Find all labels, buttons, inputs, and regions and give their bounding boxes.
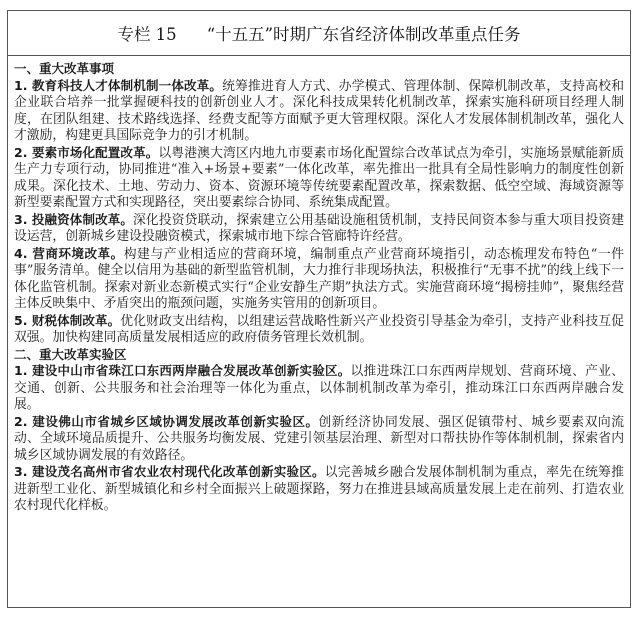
item-head: 1. 建设中山市省珠江口东西两岸融合发展改革创新实验区。 <box>14 363 351 378</box>
box-number: 专栏 15 <box>117 25 177 44</box>
reform-item-investment-financing <box>14 212 624 246</box>
item-head: 4. 营商环境改革。 <box>14 245 124 261</box>
item-head: 3. 建设茂名高州市省农业农村现代化改革创新实验区。 <box>14 464 325 479</box>
box-title-row <box>8 11 630 56</box>
item-text: 统筹推进育人方式、办学模式、管理体制、保障机制改革，支持高校和企业联合培养一批掌握硬科技的创新创业人才。深化科技成果转化机制改革，探索实施科研项目经理人制度，在团队组建、技术路线选择、经费支配等方面赋予更大管理权限。深化人才发展体制机制改革，强化人才激励，构建更具国际竞争力的引才机制。 <box>14 78 624 143</box>
item-text: 以粤港澳大湾区内地九市要素市场化配置综合改革试点为牵引，实施场景赋能新质生产力专项行动，协同推进“准入+场景+要素”一体化改革，率先推出一批具有全局性影响力的制度性创新成果。深化技术、土地、劳动力、资本、资源环境等传统要素配置改革，探索数据、低空空域、海域资源等新型要素配置方式和实现路径，突出要素综合协同、系统集成配置。 <box>14 145 624 210</box>
item-text: 以完善城乡融合发展体制机制为重点，率先在统筹推进新型工业化、新型城镇化和乡村全面振兴上破题探路，努力在推进县域高质量发展上走在前列、打造农业农村现代化样板。 <box>14 465 625 513</box>
item-text: 深化投资贷联动，探索建立公用基础设施租赁机制，支持民间资本参与重大项目投资建设运营，创新城乡建设投融资模式，探索城市地下综合管廊特许经营。 <box>14 212 625 244</box>
section-heading-reform-zones: 二、重大改革实验区 <box>14 346 127 362</box>
reform-item-business-environment <box>14 246 624 313</box>
reform-item-factor-market <box>14 145 624 212</box>
item-text: 优化财政支出结构，以组建运营战略性新兴产业投资引导基金为牵引，支持产业科技互促双强。加快构建同高质量发展相适应的政府债务管理长效机制。 <box>14 313 624 345</box>
zone-item-zhongshan <box>14 363 624 414</box>
zone-item-gaozhou <box>14 464 624 515</box>
item-text: 创新经济协同发展、强区促镇带村、城乡要素双向流动、全域环境品质提升、公共服务均衡发展、党建引领基层治理、新型对口帮扶协作等体制机制，探索省内城乡区域协调发展的有效路径。 <box>14 414 624 463</box>
item-head: 1. 教育科技人才体制机制一体改革。 <box>14 77 223 93</box>
section-heading-major-reforms: 一、重大改革事项 <box>14 61 115 76</box>
item-head: 2. 建设佛山市省城乡区域协调发展改革创新实验区。 <box>14 413 319 429</box>
box-content <box>8 56 630 515</box>
reform-item-education-tech-talent <box>14 78 624 145</box>
zone-item-foshan <box>14 414 624 465</box>
column-box <box>7 10 631 608</box>
box-title: “十五五”时期广东省经济体制改革重点任务 <box>206 25 521 44</box>
reform-item-fiscal-tax <box>14 313 624 347</box>
item-head: 5. 财税体制改革。 <box>14 312 121 328</box>
item-head: 3. 投融资体制改革。 <box>14 211 133 227</box>
item-head: 2. 要素市场化配置改革。 <box>14 144 159 160</box>
item-text: 构建与产业相适应的营商环境，编制重点产业营商环境指引，动态梳理发布特色“一件事”服务清单。健全以信用为基础的新型监管机制，大力推行非现场执法，积极推行“无事不扰”的线上线下一体化监管机制。探索对新业态新模式实行“企业安静生产期”执法方式。实施营商环境“揭榜挂帅”，聚焦经营主体反映集中、矛盾突出的瓶颈问题，实施务实管用的创新项目。 <box>14 246 624 311</box>
item-text: 以推进珠江口东西两岸规划、营商环境、产业、交通、创新、公共服务和社会治理等一体化为重点，以体制机制改革为牵引，推动珠江口东西两岸融合发展。 <box>14 364 624 412</box>
